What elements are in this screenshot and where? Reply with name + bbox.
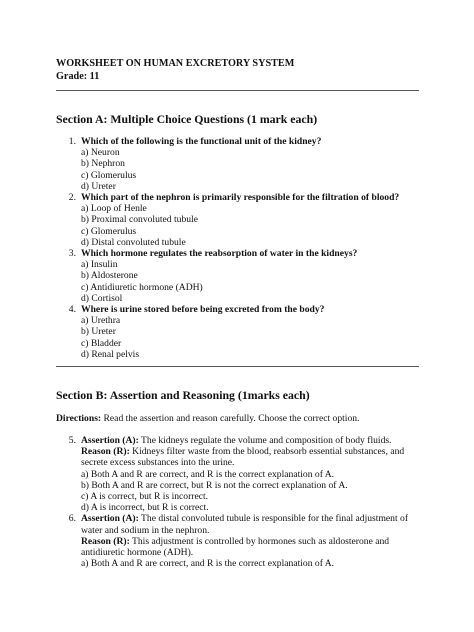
question-number: 4. bbox=[68, 304, 76, 316]
reason-label: Reason (R): bbox=[81, 535, 130, 547]
question-text: Which hormone regulates the reabsorption of water in the kidneys? bbox=[81, 248, 358, 260]
section-a-title: Section A: Multiple Choice Questions (1 mark each) bbox=[56, 112, 318, 126]
option: a) Both A and R are correct, and R is the correct explanation of A. bbox=[81, 558, 335, 570]
option: d) A is incorrect, but R is correct. bbox=[81, 502, 209, 514]
section-divider bbox=[56, 366, 419, 367]
question-number: 6. bbox=[68, 513, 76, 525]
option: b) Both A and R are correct, but R is not the correct explanation of A. bbox=[81, 479, 348, 491]
question-text: Which part of the nephron is primarily responsible for the filtration of blood? bbox=[81, 192, 400, 204]
assertion-label: Assertion (A): bbox=[81, 513, 139, 525]
reason bbox=[81, 536, 419, 558]
assertion-text: The distal convoluted tubule is responsible for the final adjustment of water and sodium in the nephron. bbox=[81, 513, 409, 536]
directions-text: Read the assertion and reason carefully. Choose the correct option. bbox=[101, 413, 360, 424]
question-text: Which of the following is the functional unit of the kidney? bbox=[81, 136, 322, 147]
directions bbox=[56, 413, 359, 425]
question-text: Where is urine stored before being excreted from the body? bbox=[81, 304, 325, 316]
option: b) Ureter bbox=[81, 326, 116, 338]
directions-label: Directions: bbox=[56, 413, 102, 424]
question-3 bbox=[56, 248, 419, 304]
question-number: 1. bbox=[68, 136, 76, 147]
option: d) Renal pelvis bbox=[81, 348, 140, 360]
question-number: 5. bbox=[68, 435, 76, 446]
option: a) Neuron bbox=[81, 147, 120, 159]
question-1 bbox=[56, 136, 419, 192]
question-number: 3. bbox=[68, 248, 76, 260]
question-6 bbox=[56, 513, 419, 569]
grade-label: Grade: 11 bbox=[56, 71, 100, 82]
option: d) Ureter bbox=[81, 180, 116, 192]
option: c) Bladder bbox=[81, 337, 122, 349]
option: d) Cortisol bbox=[81, 292, 123, 304]
question-number: 2. bbox=[68, 192, 76, 204]
assertion-label: Assertion (A): bbox=[81, 435, 139, 446]
option: a) Both A and R are correct, and R is the correct explanation of A. bbox=[81, 468, 335, 480]
section-b-title: Section B: Assertion and Reasoning (1marks each) bbox=[56, 388, 310, 402]
option: a) Urethra bbox=[81, 315, 121, 327]
option: a) Loop of Henle bbox=[81, 203, 147, 215]
worksheet-title: WORKSHEET ON HUMAN EXCRETORY SYSTEM bbox=[56, 58, 295, 69]
question-2 bbox=[56, 192, 419, 248]
header-divider bbox=[56, 90, 419, 91]
reason-text: Kidneys filter waste from the blood, reabsorb essential substances, and secrete excess substances into the urine. bbox=[81, 446, 405, 469]
question-5 bbox=[56, 435, 419, 513]
option: d) Distal convoluted tubule bbox=[81, 236, 186, 248]
reason-label: Reason (R): bbox=[81, 446, 130, 458]
reason-text: This adjustment is controlled by hormones such as aldosterone and antidiuretic hormone (ADH). bbox=[81, 535, 390, 559]
assertion bbox=[81, 435, 419, 446]
option: b) Proximal convoluted tubule bbox=[81, 214, 198, 226]
option: c) Antidiuretic hormone (ADH) bbox=[81, 281, 203, 293]
option: c) Glomerulus bbox=[81, 225, 137, 237]
section-a-questions bbox=[56, 136, 419, 360]
option: b) Nephron bbox=[81, 158, 125, 170]
question-4 bbox=[56, 304, 419, 360]
assertion-text: The kidneys regulate the volume and composition of body fluids. bbox=[138, 435, 392, 446]
option: c) A is correct, but R is incorrect. bbox=[81, 491, 209, 503]
section-b-questions bbox=[56, 435, 419, 569]
assertion bbox=[81, 513, 419, 535]
option: a) Insulin bbox=[81, 259, 118, 271]
option: b) Aldosterone bbox=[81, 270, 138, 282]
option: c) Glomerulus bbox=[81, 169, 137, 181]
reason bbox=[81, 446, 419, 468]
